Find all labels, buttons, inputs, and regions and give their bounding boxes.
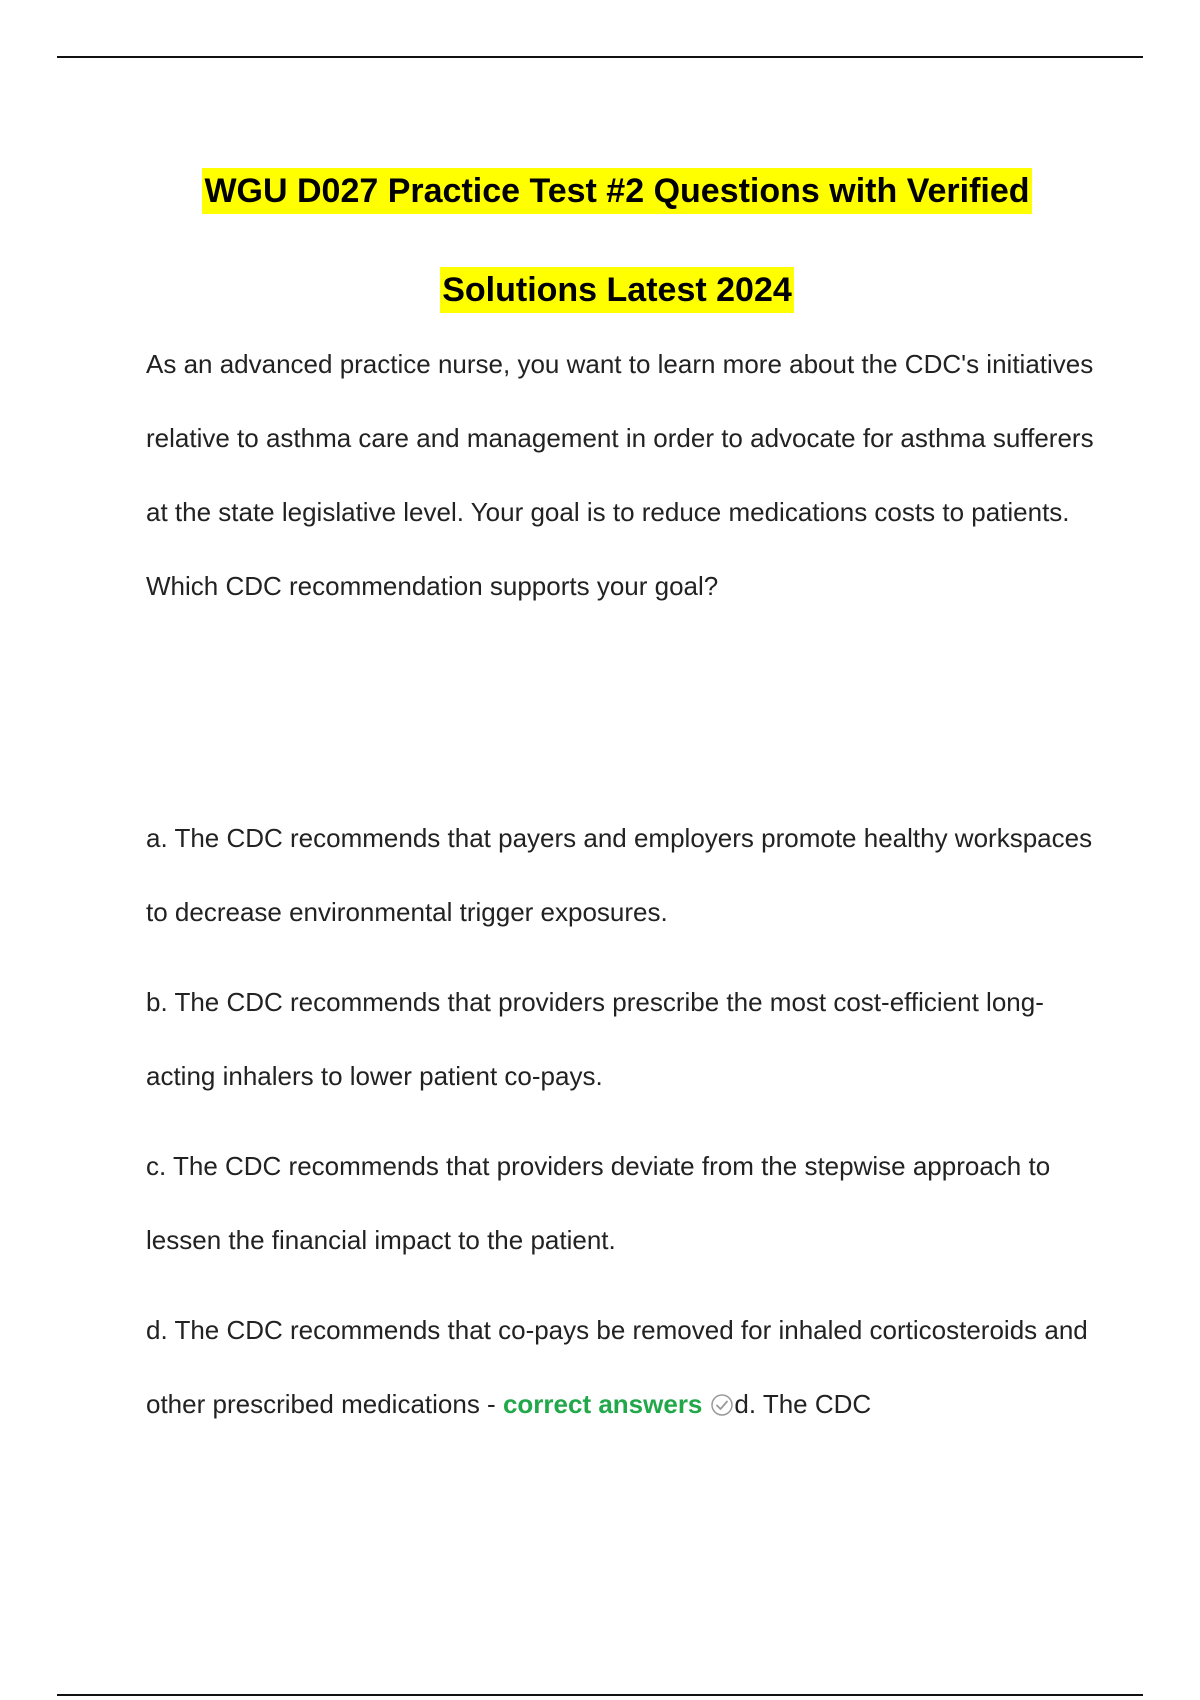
title-line-2: Solutions Latest 2024 [440, 267, 794, 313]
answer-options [146, 801, 1106, 1457]
document-title [60, 142, 1174, 340]
bottom-divider [57, 1694, 1143, 1696]
option-d-text: d. The CDC recommends that co-pays be removed for inhaled corticosteroids and other prescribed medications - [146, 1315, 1088, 1419]
correct-answers-label: correct answers [502, 1389, 703, 1419]
check-circle-icon [710, 1371, 734, 1395]
title-line-1: WGU D027 Practice Test #2 Questions with Verified [202, 168, 1031, 214]
option-b: b. The CDC recommends that providers prescribe the most cost-efficient long-acting inhalers to lower patient co-pays. [146, 987, 1044, 1091]
answer-text: d. The CDC [734, 1389, 872, 1419]
top-divider [57, 56, 1143, 58]
option-c: c. The CDC recommends that providers deviate from the stepwise approach to lessen the financial impact to the patient. [146, 1151, 1051, 1255]
question-text: As an advanced practice nurse, you want to learn more about the CDC's initiatives relative to asthma care and management in order to advocate for asthma sufferers at the state legislative level. Your goal is to reduce medications costs to patients. Which CDC recommendation supports your goal? [146, 349, 1094, 601]
option-d [146, 1293, 1106, 1441]
option-a: a. The CDC recommends that payers and employers promote healthy workspaces to decrease environmental trigger exposures. [146, 823, 1093, 927]
